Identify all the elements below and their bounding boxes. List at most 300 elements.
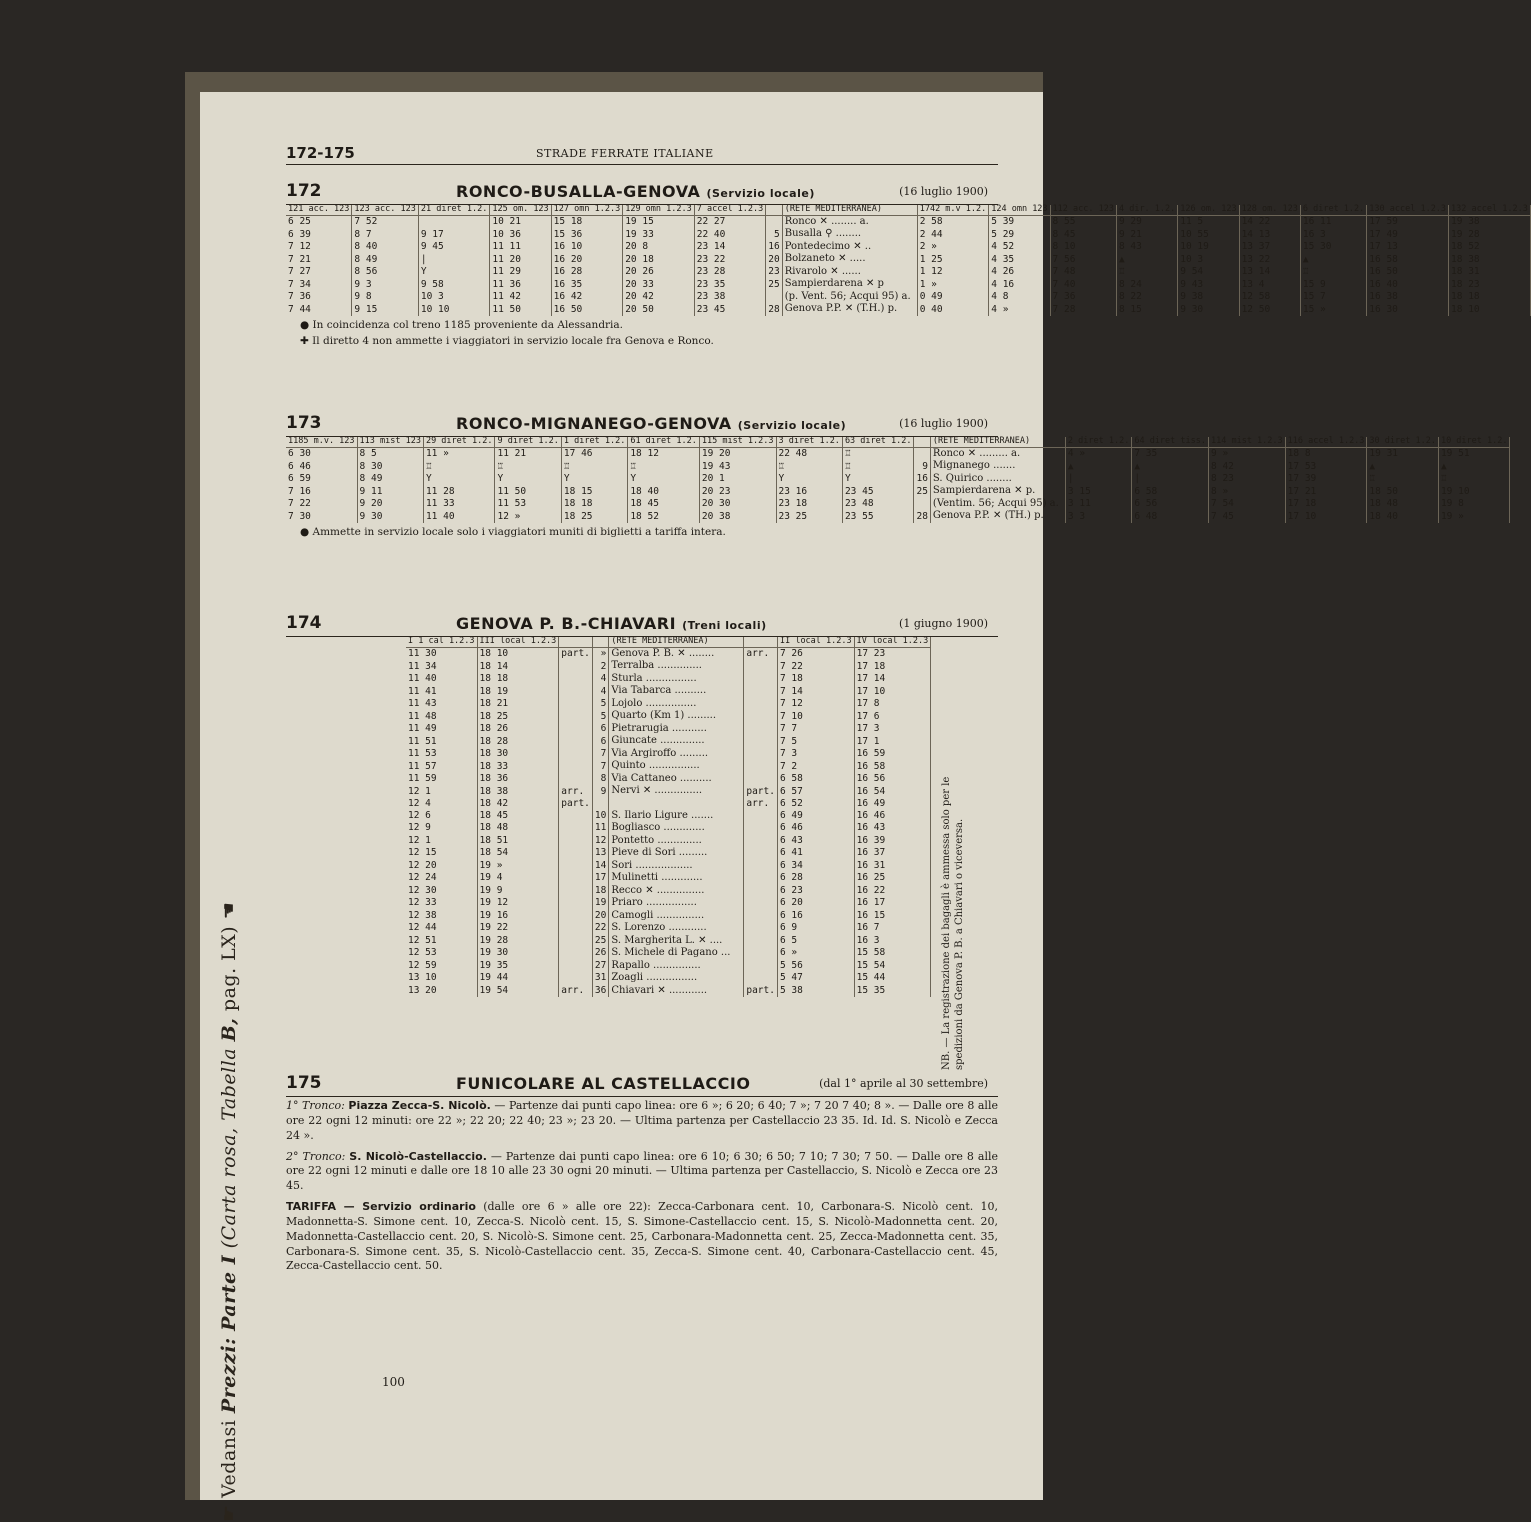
- timetable-cell: 112 acc. 123: [1050, 205, 1116, 215]
- table-row: [406, 835, 931, 848]
- timetable-cell: 8 40: [352, 241, 418, 254]
- timetable-cell: 7 5: [777, 735, 854, 748]
- timetable-cell: Pietrarugia ...........: [609, 723, 744, 736]
- timetable-cell: 129 omn 1.2.3: [623, 205, 695, 215]
- table-row: [406, 710, 931, 723]
- table-row: [286, 510, 1510, 523]
- timetable-cell: 18 10: [477, 647, 559, 660]
- timetable-cell: [744, 972, 778, 985]
- section-172: [286, 180, 1528, 348]
- timetable-cell: [559, 885, 593, 898]
- table-row: [406, 897, 931, 910]
- table-row: [406, 910, 931, 923]
- timetable-cell: 12 38: [406, 910, 477, 923]
- timetable-cell: 6 25: [286, 215, 352, 228]
- timetable-cell: 36: [592, 985, 608, 998]
- timetable-cell: 17 53: [1285, 460, 1367, 473]
- timetable-cell: 12 58: [1239, 291, 1300, 304]
- timetable-cell: [559, 897, 593, 910]
- timetable-cell: ♖: [776, 460, 842, 473]
- timetable-cell: (Ventim. 56; Acqui 95) a.: [930, 498, 1065, 511]
- timetable-cell: 15 30: [1300, 241, 1366, 254]
- timetable-cell: 11 30: [406, 647, 477, 660]
- timetable-cell: 16 50: [551, 303, 623, 316]
- timetable-cell: 12 50: [1239, 303, 1300, 316]
- timetable-cell: 11 29: [490, 266, 551, 279]
- timetable-cell: 63 diret 1.2.: [842, 437, 914, 447]
- baggage-note: NB. — La registrazione dei bagagli è ammessa solo per le spedizioni da Genova P. B. a Chiavari o viceversa.: [941, 776, 965, 1070]
- timetable-cell: 20 1: [699, 473, 776, 486]
- timetable-cell: 7 7: [777, 723, 854, 736]
- timetable-cell: Priaro ................: [609, 897, 744, 910]
- timetable-cell: 11 41: [406, 685, 477, 698]
- timetable-cell: 6 46: [777, 822, 854, 835]
- timetable-cell: 11 53: [406, 748, 477, 761]
- timetable-cell: 16 46: [854, 810, 931, 823]
- timetable-cell: 20: [766, 253, 782, 266]
- timetable-cell: part.: [744, 985, 778, 998]
- table-row: [406, 698, 931, 711]
- timetable-cell: [744, 960, 778, 973]
- timetable-cell: 19: [592, 897, 608, 910]
- timetable-cell: [559, 748, 593, 761]
- timetable-cell: 6 34: [777, 860, 854, 873]
- table-row: [406, 985, 931, 998]
- timetable-cell: 2 diret 1.2.: [1065, 437, 1131, 447]
- timetable-cell: 19 35: [477, 960, 559, 973]
- timetable-cell: [559, 698, 593, 711]
- table-row: [406, 860, 931, 873]
- timetable-cell: 12 30: [406, 885, 477, 898]
- timetable-cell: 16 11: [1300, 215, 1366, 228]
- timetable-cell: 19 43: [699, 460, 776, 473]
- timetable-cell: Ronco ✕ ........ a.: [782, 215, 917, 228]
- timetable-cell: 17 23: [854, 647, 931, 660]
- timetable-cell: 31: [592, 972, 608, 985]
- table-row: [286, 447, 1510, 460]
- timetable-cell: 10 36: [490, 228, 551, 241]
- timetable-cell: 17 46: [561, 447, 627, 460]
- timetable-cell: 6 28: [777, 872, 854, 885]
- timetable-cell: 28: [914, 510, 930, 523]
- timetable-cell: 18 48: [477, 822, 559, 835]
- timetable-cell: 6 56: [1132, 498, 1209, 511]
- timetable-cell: 12 1: [406, 785, 477, 798]
- timetable-cell: 4 35: [989, 253, 1050, 266]
- timetable-cell: 9 15: [352, 303, 418, 316]
- timetable-cell: 20 23: [699, 485, 776, 498]
- table-row: [286, 485, 1510, 498]
- timetable-cell: [559, 835, 593, 848]
- timetable-cell: 19 9: [477, 885, 559, 898]
- timetable-cell: 7: [592, 760, 608, 773]
- timetable-cell: 20 38: [699, 510, 776, 523]
- timetable-cell: 8 5: [357, 447, 423, 460]
- timetable-cell: 8 24: [1116, 278, 1177, 291]
- timetable-cell: part.: [559, 798, 593, 810]
- timetable-cell: 13 10: [406, 972, 477, 985]
- timetable-cell: 25: [766, 278, 782, 291]
- timetable-cell: 11 21: [495, 447, 561, 460]
- timetable-cell: 18 52: [1449, 241, 1531, 254]
- timetable-cell: 9: [592, 785, 608, 798]
- timetable-cell: [744, 710, 778, 723]
- timetable-cell: 13 37: [1239, 241, 1300, 254]
- timetable-cell: 17 1: [854, 735, 931, 748]
- timetable-cell: 7 22: [777, 660, 854, 673]
- timetable-cell: 23 38: [694, 291, 766, 304]
- timetable-cell: Sturla ................: [609, 673, 744, 686]
- timetable-cell: 10 diret 1.2.: [1438, 437, 1510, 447]
- timetable-cell: 7 3: [777, 748, 854, 761]
- timetable-cell: 30 diret 1.2.: [1367, 437, 1439, 447]
- timetable-cell: Via Tabarca ..........: [609, 685, 744, 698]
- timetable-cell: 21 diret 1.2.: [418, 205, 490, 215]
- table-row: [286, 303, 1530, 316]
- timetable-cell: 19 31: [1367, 447, 1439, 460]
- timetable-cell: 6 23: [777, 885, 854, 898]
- timetable-cell: 8 15: [1116, 303, 1177, 316]
- timetable-cell: 8 23: [1209, 473, 1286, 486]
- timetable-cell: 17: [592, 872, 608, 885]
- timetable-cell: 8 22: [1116, 291, 1177, 304]
- timetable-cell: 9 43: [1178, 278, 1239, 291]
- timetable-cell: 18 40: [1367, 510, 1439, 523]
- timetable-cell: [744, 922, 778, 935]
- page-range: 172-175: [286, 144, 355, 162]
- timetable-cell: 22 27: [694, 215, 766, 228]
- timetable-cell: 19 8: [1438, 498, 1510, 511]
- timetable-cell: 7 36: [286, 291, 352, 304]
- timetable-cell: 18 23: [1449, 278, 1531, 291]
- timetable-cell: 19 54: [477, 985, 559, 998]
- timetable-cell: 11 33: [423, 498, 495, 511]
- timetable-cell: 4 »: [989, 303, 1050, 316]
- side-margin-note: ☛ Vedansi Prezzi: Parte I (Carta rosa, Tabella B, pag. LX) ☚: [218, 901, 240, 1522]
- timetable-cell: [744, 835, 778, 848]
- timetable-cell: 16 59: [854, 748, 931, 761]
- timetable-cell: 6 41: [777, 847, 854, 860]
- timetable-cell: 7 30: [286, 510, 357, 523]
- timetable-cell: Ronco ✕ ......... a.: [930, 447, 1065, 460]
- table-row: [406, 922, 931, 935]
- timetable-cell: 9 17: [418, 228, 490, 241]
- timetable-cell: 25: [914, 485, 930, 498]
- timetable-cell: 17 14: [854, 673, 931, 686]
- timetable-cell: 19 33: [623, 228, 695, 241]
- timetable-cell: Y: [495, 473, 561, 486]
- timetable-cell: 7 34: [286, 278, 352, 291]
- timetable-cell: 7 28: [1050, 303, 1116, 316]
- timetable-cell: 4 52: [989, 241, 1050, 254]
- timetable-cell: 18 52: [628, 510, 700, 523]
- timetable-cell: Y: [628, 473, 700, 486]
- timetable-cell: 15 58: [854, 947, 931, 960]
- timetable-cell: 17 10: [854, 685, 931, 698]
- timetable-cell: S. Lorenzo ............: [609, 922, 744, 935]
- timetable-cell: [744, 748, 778, 761]
- timetable-cell: 20 8: [623, 241, 695, 254]
- timetable-cell: ♖: [1367, 473, 1439, 486]
- timetable-cell: 18 15: [561, 485, 627, 498]
- timetable-cell: 115 mist 1.2.3: [699, 437, 776, 447]
- timetable-cell: 17 18: [854, 660, 931, 673]
- timetable-cell: 16 7: [854, 922, 931, 935]
- timetable-cell: [559, 960, 593, 973]
- timetable-cell: 19 »: [1438, 510, 1510, 523]
- footnote: ● In coincidenza col treno 1185 proveniente da Alessandria.: [300, 318, 624, 331]
- table-row: [406, 785, 931, 798]
- timetable-cell: 16 54: [854, 785, 931, 798]
- timetable-cell: 11 51: [406, 735, 477, 748]
- timetable-cell: 19 12: [477, 897, 559, 910]
- timetable-cell: 8 55: [1050, 215, 1116, 228]
- timetable-cell: 18: [592, 885, 608, 898]
- timetable-cell: ▲: [1367, 460, 1439, 473]
- section-173: [286, 412, 1508, 539]
- timetable-cell: 20 50: [623, 303, 695, 316]
- timetable-cell: 16 39: [854, 835, 931, 848]
- timetable-cell: 9 20: [357, 498, 423, 511]
- timetable-cell: ♖: [1116, 266, 1177, 279]
- timetable-cell: Sampierdarena ✕ p: [782, 278, 917, 291]
- timetable-cell: 9 30: [1178, 303, 1239, 316]
- timetable-cell: 10 19: [1178, 241, 1239, 254]
- timetable-cell: 6 49: [777, 810, 854, 823]
- table-row: [406, 685, 931, 698]
- timetable-cell: [559, 723, 593, 736]
- timetable-cell: 17 18: [1285, 498, 1367, 511]
- timetable-cell: 16 31: [854, 860, 931, 873]
- timetable-cell: 18 45: [477, 810, 559, 823]
- timetable-cell: 10 55: [1178, 228, 1239, 241]
- timetable-cell: 19 28: [477, 935, 559, 948]
- timetable-cell: 5 56: [777, 960, 854, 973]
- timetable-cell: [559, 947, 593, 960]
- timetable-cell: (RETE MEDITERRANEA): [782, 205, 917, 215]
- timetable-cell: Chiavari ✕ ............: [609, 985, 744, 998]
- timetable-cell: [559, 660, 593, 673]
- timetable-cell: 1 diret 1.2.: [561, 437, 627, 447]
- timetable-cell: [914, 447, 930, 460]
- timetable-cell: 18 38: [477, 785, 559, 798]
- timetable-cell: 16 22: [854, 885, 931, 898]
- timetable-cell: 9 3: [352, 278, 418, 291]
- timetable-cell: Pontetto ..............: [609, 835, 744, 848]
- timetable-cell: Bogliasco .............: [609, 822, 744, 835]
- timetable-cell: 7 35: [1132, 447, 1209, 460]
- timetable-cell: [559, 910, 593, 923]
- timetable-cell: part.: [559, 647, 593, 660]
- timetable-cell: 7 52: [352, 215, 418, 228]
- timetable-cell: 14: [592, 860, 608, 873]
- timetable-cell: 11 »: [423, 447, 495, 460]
- table-row: [286, 215, 1530, 228]
- timetable-cell: [559, 935, 593, 948]
- table-row: [406, 647, 931, 660]
- timetable-cell: 8: [592, 773, 608, 786]
- timetable-cell: 18 36: [477, 773, 559, 786]
- timetable-cell: 8 7: [352, 228, 418, 241]
- timetable-cell: 7 56: [1050, 253, 1116, 266]
- timetable-cell: 12 4: [406, 798, 477, 810]
- timetable-cell: ♖: [842, 460, 914, 473]
- timetable-cell: S. Michele di Pagano ...: [609, 947, 744, 960]
- timetable-cell: 8 42: [1209, 460, 1286, 473]
- timetable-cell: 18 18: [1449, 291, 1531, 304]
- timetable-cell: I 1 cal 1.2.3: [406, 637, 477, 647]
- timetable-cell: ♖: [628, 460, 700, 473]
- timetable-cell: 7 12: [777, 698, 854, 711]
- timetable-cell: 6 20: [777, 897, 854, 910]
- timetable-cell: 6 46: [286, 460, 357, 473]
- timetable-cell: S. Ilario Ligure .......: [609, 810, 744, 823]
- timetable-cell: [744, 822, 778, 835]
- timetable-cell: [559, 673, 593, 686]
- timetable-cell: (p. Vent. 56; Acqui 95) a.: [782, 291, 917, 304]
- timetable-cell: 18 12: [628, 447, 700, 460]
- timetable-cell: 9 58: [418, 278, 490, 291]
- timetable-cell: 18 40: [628, 485, 700, 498]
- timetable-cell: ♖: [1300, 266, 1366, 279]
- timetable-cell: ♖: [423, 460, 495, 473]
- timetable-cell: [766, 291, 782, 304]
- table-row: [406, 660, 931, 673]
- timetable-cell: Lojolo ................: [609, 698, 744, 711]
- timetable-cell: Genova P.P. ✕ (T.H.) p.: [782, 303, 917, 316]
- table-row: [286, 266, 1530, 279]
- timetable-cell: 11 34: [406, 660, 477, 673]
- timetable-cell: 16 10: [551, 241, 623, 254]
- timetable-cell: [559, 685, 593, 698]
- timetable-cell: [744, 735, 778, 748]
- timetable-cell: 18 48: [1367, 498, 1439, 511]
- timetable-cell: IV local 1.2.3: [854, 637, 931, 647]
- footnote: ✚ Il diretto 4 non ammette i viaggiatori in servizio locale fra Genova e Ronco.: [300, 334, 714, 347]
- timetable-cell: [744, 810, 778, 823]
- timetable-cell: Y: [418, 266, 490, 279]
- timetable-cell: [559, 922, 593, 935]
- timetable-cell: [559, 710, 593, 723]
- timetable-cell: 5 29: [989, 228, 1050, 241]
- table-row: [406, 935, 931, 948]
- timetable-cell: Terralba ..............: [609, 660, 744, 673]
- timetable-cell: 6 9: [777, 922, 854, 935]
- timetable-cell: 5: [592, 698, 608, 711]
- timetable-cell: 15 35: [854, 985, 931, 998]
- timetable-cell: 17 13: [1367, 241, 1449, 254]
- timetable-cell: 3 11: [1065, 498, 1131, 511]
- timetable-cell: [559, 735, 593, 748]
- timetable-cell: 12 »: [495, 510, 561, 523]
- timetable-cell: [744, 685, 778, 698]
- timetable-cell: 125 om. 123: [490, 205, 551, 215]
- header-row: [286, 205, 1530, 215]
- timetable-cell: Busalla ⚲ ........: [782, 228, 917, 241]
- timetable-cell: Giuncate ..............: [609, 735, 744, 748]
- footnote: ● Ammette in servizio locale solo i viaggiatori muniti di biglietti a tariffa intera.: [300, 525, 726, 538]
- table-row: [286, 278, 1530, 291]
- section-175: [286, 1072, 998, 1280]
- timetable-cell: 1 12: [917, 266, 989, 279]
- timetable-cell: 17 8: [854, 698, 931, 711]
- timetable-cell: 4 »: [1065, 447, 1131, 460]
- timetable-cell: 15 54: [854, 960, 931, 973]
- timetable-cell: 23 28: [694, 266, 766, 279]
- timetable-cell: 20 30: [699, 498, 776, 511]
- timetable-cell: arr.: [744, 647, 778, 660]
- timetable-cell: 27: [592, 960, 608, 973]
- timetable-cell: 121 acc. 123: [286, 205, 352, 215]
- timetable-cell: Rapallo ...............: [609, 960, 744, 973]
- timetable-cell: 19 16: [477, 910, 559, 923]
- timetable-cell: 23 25: [776, 510, 842, 523]
- timetable-cell: 11 42: [490, 291, 551, 304]
- timetable-cell: 13 22: [1239, 253, 1300, 266]
- timetable-cell: 6: [592, 735, 608, 748]
- timetable-cell: 6 48: [1132, 510, 1209, 523]
- timetable-cell: 123 acc. 123: [352, 205, 418, 215]
- timetable-cell: 19 15: [623, 215, 695, 228]
- timetable-cell: 11 11: [490, 241, 551, 254]
- timetable-cell: 16 38: [1367, 291, 1449, 304]
- timetable-cell: 6 59: [286, 473, 357, 486]
- timetable-cell: 11 40: [423, 510, 495, 523]
- timetable-cell: 64 diret tiss.: [1132, 437, 1209, 447]
- timetable-cell: 4 26: [989, 266, 1050, 279]
- timetable-cell: 7 26: [777, 647, 854, 660]
- timetable-cell: 16 3: [854, 935, 931, 948]
- hand-icon: ☛: [218, 1497, 240, 1522]
- timetable-cell: 7 54: [1209, 498, 1286, 511]
- section-title: 172 RONCO-BUSALLA-GENOVA (Servizio locale) (16 luglio 1900): [286, 180, 998, 205]
- timetable-cell: III local 1.2.3: [477, 637, 559, 647]
- timetable-cell: 15 44: [854, 972, 931, 985]
- timetable-cell: 17 39: [1285, 473, 1367, 486]
- timetable-cell: 17 3: [854, 723, 931, 736]
- timetable-cell: (RETE MEDITERRANEA): [609, 637, 744, 647]
- timetable-cell: 11 36: [490, 278, 551, 291]
- timetable-cell: 7 27: [286, 266, 352, 279]
- timetable-cell: 5 38: [777, 985, 854, 998]
- timetable-cell: 23 14: [694, 241, 766, 254]
- timetable-cell: 5 39: [989, 215, 1050, 228]
- timetable-cell: 10 10: [418, 303, 490, 316]
- timetable-cell: 11 50: [490, 303, 551, 316]
- timetable-cell: 17 6: [854, 710, 931, 723]
- timetable-cell: 16 49: [854, 798, 931, 810]
- funicular-leg-1: 1° Tronco: Piazza Zecca-S. Nicolò. — Partenze dai punti capo linea: ore 6 »; 6 20; 6 40; 7 »; 7 20 7 40; 8 ». — Dalle ore 8 alle ore 22 ogni 12 minuti: ore 22 »; 22 20; 22 40; 23 »; 23 20. — Ultima partenza per Castellaccio 23 35. Id. Id. S. Nicolò e Zecca 24 ».: [286, 1099, 998, 1142]
- timetable-cell: 16 37: [854, 847, 931, 860]
- timetable-cell: 2 58: [917, 215, 989, 228]
- timetable-cell: Quinto ................: [609, 760, 744, 773]
- timetable-cell: [744, 897, 778, 910]
- timetable-cell: 18 26: [477, 723, 559, 736]
- timetable-cell: 16 40: [1367, 278, 1449, 291]
- timetable-cell: 18 18: [561, 498, 627, 511]
- timetable-cell: 11 49: [406, 723, 477, 736]
- timetable-cell: Pieve di Sori .........: [609, 847, 744, 860]
- timetable-cell: 18 14: [477, 660, 559, 673]
- timetable-cell: 124 omn 123: [989, 205, 1050, 215]
- timetable-cell: 23 16: [776, 485, 842, 498]
- timetable-cell: 18 42: [477, 798, 559, 810]
- timetable-174: [406, 637, 931, 997]
- timetable-cell: 11 50: [495, 485, 561, 498]
- timetable-cell: [559, 872, 593, 885]
- timetable-cell: [559, 760, 593, 773]
- timetable-cell: 4: [592, 673, 608, 686]
